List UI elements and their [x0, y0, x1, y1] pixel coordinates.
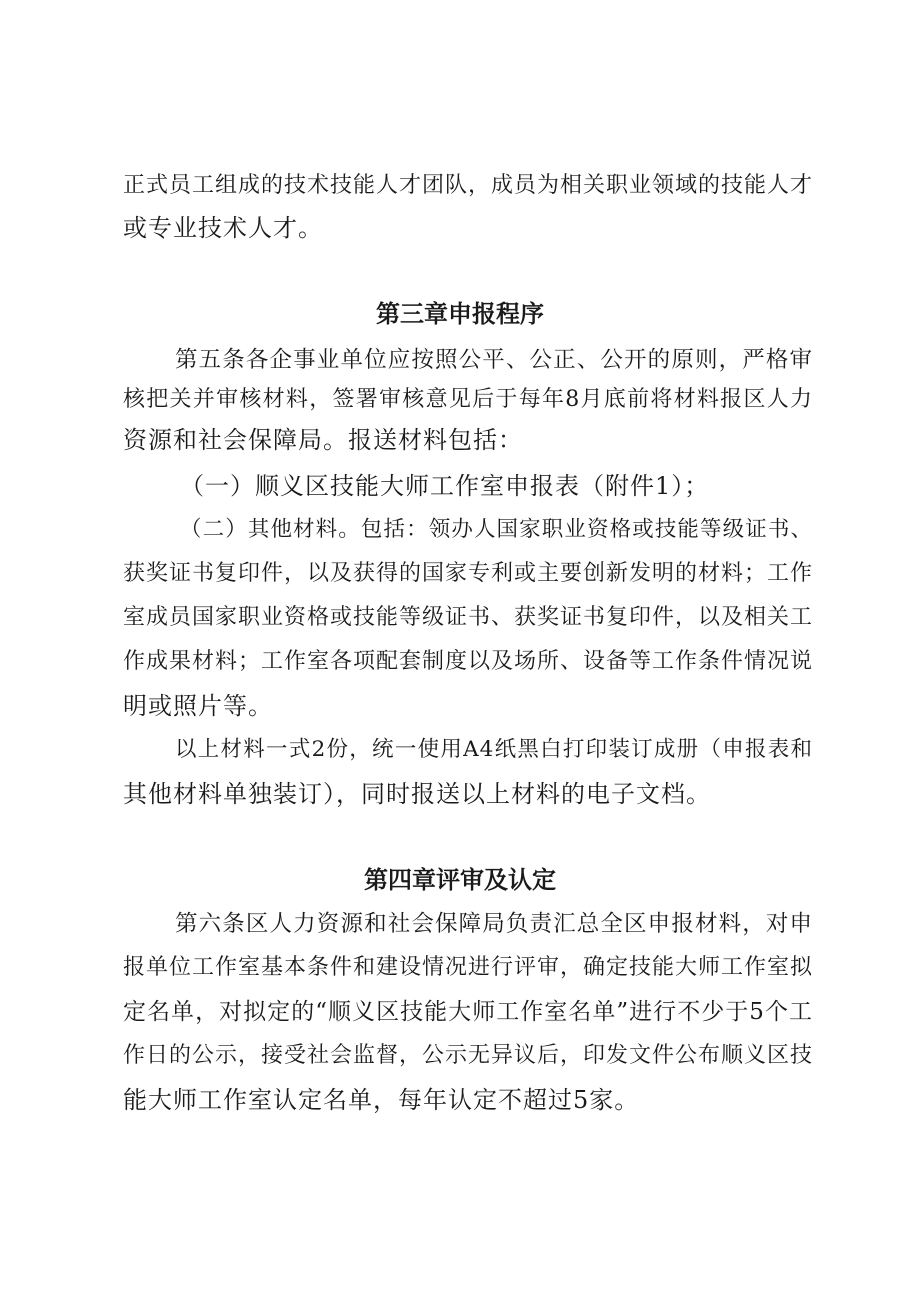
item-2-line-2: 获奖证书复印件，以及获得的国家专利或主要创新发明的材料；工作: [123, 561, 814, 586]
materials-note-line-1: 以上材料一式2份，统一使用A4纸黑白打印装订成册（申报表和: [175, 737, 813, 762]
article-6-line-2: 报单位工作室基本条件和建设情况进行评审，确定技能大师工作室拟: [123, 955, 814, 980]
item-2-line-3: 室成员国家职业资格或技能等级证书、获奖证书复印件，以及相关工: [123, 605, 814, 630]
continuation-line-1: 正式员工组成的技术技能人才团队，成员为相关职业领域的技能人才: [123, 173, 814, 198]
chapter-3-heading: 第三章申报程序: [376, 300, 544, 328]
article-5-line-1: 第五条各企事业单位应按照公平、公正、公开的原则，严格审: [175, 347, 813, 373]
article-6-line-3: 定名单，对拟定的“顺义区技能大师工作室名单”进行不少于5个工: [123, 999, 813, 1025]
chapter-4-heading: 第四章评审及认定: [364, 866, 556, 894]
item-1-line-1: （一）顺义区技能大师工作室申报表（附件1）；: [180, 472, 710, 500]
materials-note-line-2: 其他材料单独装订），同时报送以上材料的电子文档。: [123, 780, 711, 808]
item-2-line-1: （二）其他材料。包括：领办人国家职业资格或技能等级证书、: [180, 517, 813, 542]
item-2-line-4: 作成果材料；工作室各项配套制度以及场所、设备等工作条件情况说: [123, 649, 814, 674]
article-6-line-5: 能大师工作室认定名单，每年认定不超过5家。: [123, 1086, 640, 1114]
article-5-line-2: 核把关并审核材料，签署审核意见后于每年8月底前将材料报区人力: [123, 387, 813, 412]
continuation-line-2: 或专业技术人才。: [123, 214, 323, 242]
item-2-line-5: 明或照片等。: [123, 692, 273, 720]
article-6-line-1: 第六条区人力资源和社会保障局负责汇总全区申报材料，对申: [175, 911, 813, 937]
article-6-line-4: 作日的公示，接受社会监督，公示无异议后，印发文件公布顺义区技: [123, 1043, 814, 1068]
article-5-line-3: 资源和社会保障局。报送材料包括：: [123, 426, 523, 454]
